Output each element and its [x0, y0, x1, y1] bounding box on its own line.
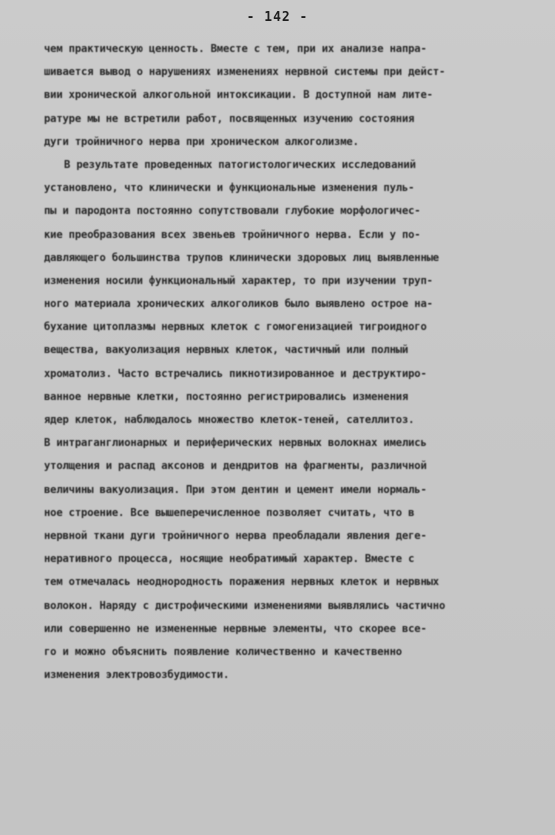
text-line: ядер клеток, наблюдалось множество клеток-теней, сателлитоз.: [44, 414, 415, 426]
text-line: ного материала хронических алкоголиков было выявлено острое на-: [44, 298, 433, 311]
text-line: неративного процесса, носящие необратимый характер. Вместе с: [44, 553, 415, 566]
page-number: - 142 -: [246, 10, 309, 25]
text-line: В интраганглионарных и периферических нервных волокнах имелись: [44, 437, 427, 450]
text-line: ванное нервные клетки, постоянно регистрировались изменения: [44, 390, 409, 403]
text-line: изменения носили функциональный характер, то при изучении труп-: [44, 274, 433, 287]
text-line: изменения электровозбудимости.: [44, 669, 230, 682]
body-text: [44, 38, 524, 687]
text-line: вии хронической алкогольной интоксикации. В доступной нам лите-: [44, 89, 433, 102]
text-line: ратуре мы не встретили работ, посвященных изучению состояния: [44, 112, 415, 125]
text-line: установлено, что клинически и функциональные изменения пуль-: [44, 182, 415, 195]
text-line: нервной ткани дуги тройничного нерва преобладали явления деге-: [44, 529, 427, 542]
text-line: волокон. Наряду с дистрофическими изменениями выявлялись частично: [44, 599, 446, 612]
text-line: давляющего большинства трупов клинически здоровых лиц выявленные: [44, 251, 439, 264]
text-line: кие преобразования всех звеньев тройничного нерва. Если у по-: [44, 228, 421, 241]
text-line: бухание цитоплазмы нервных клеток с гомогенизацией тигроидного: [44, 321, 427, 334]
text-line: го и можно объяснить появление количественно и качественно: [44, 645, 402, 658]
text-line: дуги тройничного нерва при хроническом алкоголизме.: [44, 135, 359, 148]
text-line: вещества, вакуолизация нервных клеток, частичный или полный: [44, 344, 409, 357]
paragraph-start-line: В результате проведенных патогистологических исследований: [64, 158, 416, 171]
text-line: тем отмечалась неоднородность поражения нервных клеток и нервных: [44, 576, 439, 589]
text-line: чем практическую ценность. Вместе с тем, при их анализе напра-: [44, 43, 427, 55]
text-line: или совершенно не измененные нервные элементы, что скорее все-: [44, 622, 427, 635]
text-line: ное строение. Все вышеперечисленное позволяет считать, что в: [44, 506, 415, 519]
text-line: хроматолиз. Часто встречались пикнотизированное и деструктиро-: [44, 367, 427, 380]
text-line: пы и пародонта постоянно сопутствовали глубокие морфологичес-: [44, 205, 421, 218]
text-line: шивается вывод о нарушениях изменениях нервной системы при дейст-: [44, 66, 446, 79]
text-line: величины вакуолизация. При этом дентин и цемент имели нормаль-: [44, 483, 427, 496]
text-line: утолщения и распад аксонов и дендритов на фрагменты, различной: [44, 460, 427, 473]
